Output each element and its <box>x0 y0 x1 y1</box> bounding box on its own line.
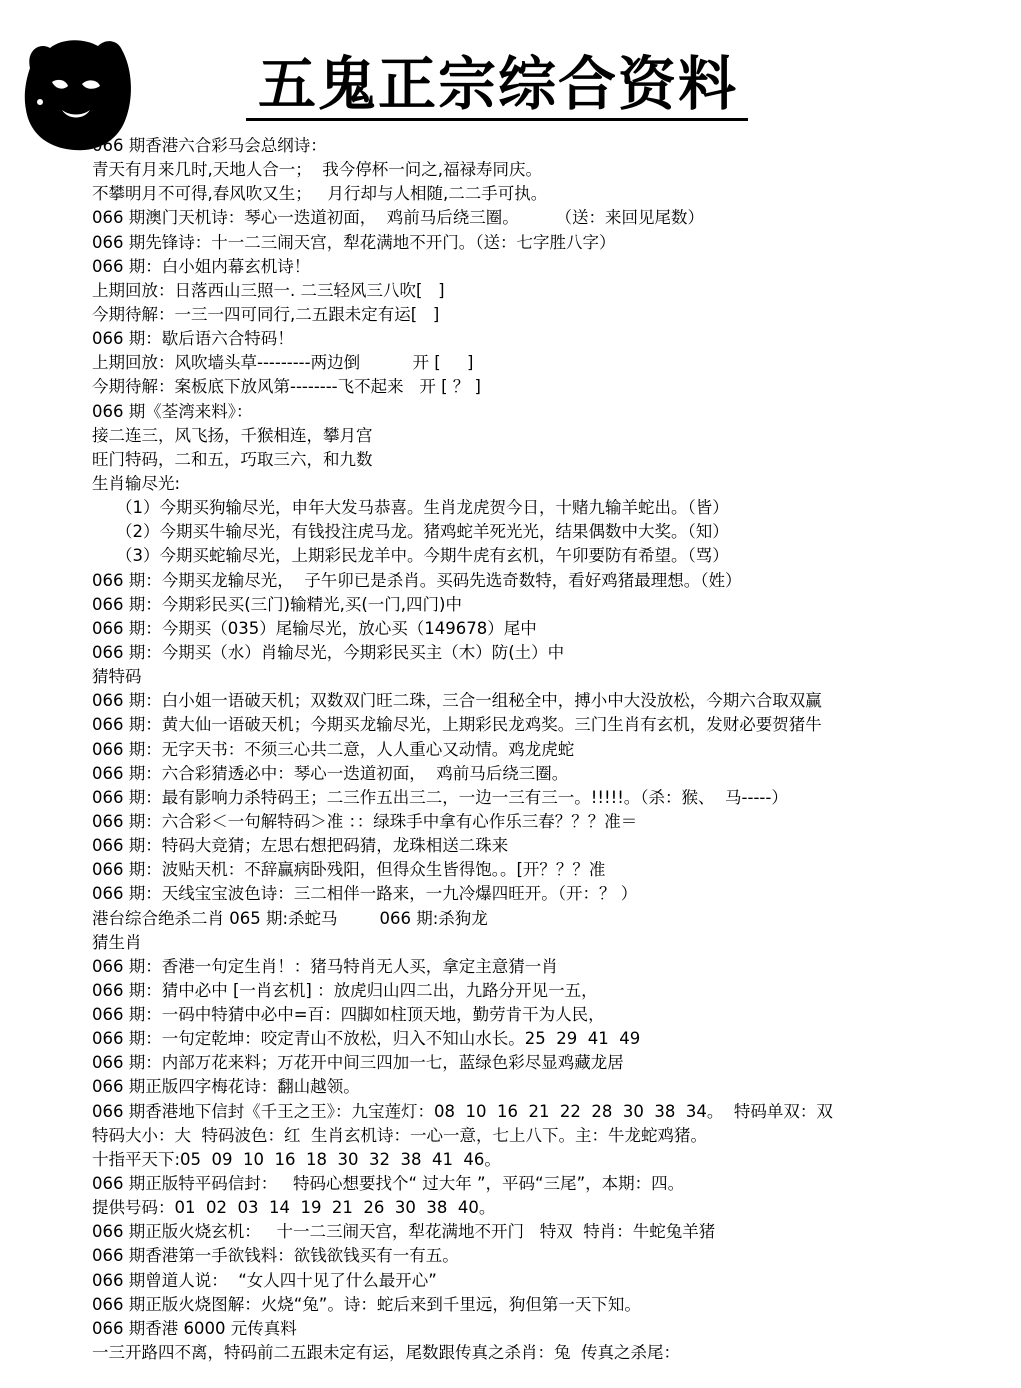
text-line: 猜生肖 <box>92 932 142 952</box>
text-line: 不攀明月不可得,春风吹又生； 月行却与人相随,二二手可执。 <box>92 184 548 204</box>
text-line: 今期待解：一三一四可同行,二五跟未定有运[ ] <box>92 304 440 324</box>
text-line: 066 期：今期买（035）尾输尽光，放心买（149678）尾中 <box>92 618 537 638</box>
text-line: 066 期香港第一手欲钱料：欲钱欲钱买有一有五。 <box>92 1246 459 1266</box>
text-line: 猜特码 <box>92 667 142 687</box>
text-line: 066 期：波贴天机：不辞赢病卧残阳，但得众生皆得饱。。[开？？？准 <box>92 860 606 880</box>
text-line: 十指平天下:05 09 10 16 18 30 32 38 41 46。 <box>92 1149 501 1169</box>
text-line: 066 期正版火烧玄机： 十一二三闹天宫，犁花满地不开门 特双 特肖：牛蛇兔羊猪 <box>92 1222 716 1242</box>
text-line: 066 期香港地下信封《千王之王》：九宝莲灯：08 10 16 21 22 28 30 38 34。 特码单双：双 <box>92 1101 833 1121</box>
text-line: 066 期：无字天书：不须三心共二意，人人重心又动情。鸡龙虎蛇 <box>92 739 575 759</box>
text-line: 接二连三，风飞扬，千猴相连，攀月宫 <box>92 425 373 445</box>
text-line: 066 期《荃湾来料》： <box>92 401 253 421</box>
text-line: 上期回放：风吹墙头草---------两边倒 开 [ ] <box>92 353 474 373</box>
text-line: 066 期：今期彩民买(三门)输精光,买(一门,四门)中 <box>92 594 462 614</box>
title-underline <box>246 118 748 121</box>
text-line: 066 期香港六合彩马会总纲诗： <box>92 136 327 155</box>
text-line: 一三开路四不离，特码前二五跟未定有运，尾数跟传真之杀肖：兔 传真之杀尾： <box>92 1343 680 1363</box>
text-line: 066 期：内部万花来料；万花开中间三四加一七，蓝绿色彩尽显鸡藏龙居 <box>92 1053 624 1073</box>
text-line: 066 期：今期买龙输尽光， 子午卯已是杀肖。买码先选奇数特，看好鸡猪最理想。（姓） <box>92 570 742 590</box>
text-line: 特码大小：大 特码波色：红 生肖玄机诗：一心一意，七上八下。主：牛龙蛇鸡猪。 <box>92 1125 707 1145</box>
text-line: （3）今期买蛇输尽光，上期彩民龙羊中。今期牛虎有玄机，午卯要防有希望。（骂） <box>116 546 729 566</box>
text-line: 066 期正版火烧图解：火烧“兔”。诗：蛇后来到千里远，狗但第一天下知。 <box>92 1294 641 1314</box>
text-line: 066 期：黄大仙一语破天机；今期买龙输尽光，上期彩民龙鸡奖。三门生肖有玄机，发财必要贺猪牛 <box>92 715 822 735</box>
text-line: 066 期：六合彩＜一句解特码＞准 ：：绿珠手中拿有心作乐三春？？？准＝ <box>92 811 638 831</box>
text-line: 066 期香港 6000 元传真料 <box>92 1318 297 1338</box>
text-line: 066 期正版特平码信封： 特码心想要找个“ 过大年 ”，平码“三尾”，本期：四。 <box>92 1174 685 1194</box>
text-line: （1）今期买狗输尽光，申年大发马恭喜。生肖龙虎贺今日，十赌九输羊蛇出。（皆） <box>116 498 729 518</box>
text-line: 066 期先锋诗：十一二三闹天宫，犁花满地不开门。（送：七字胜八字） <box>92 232 616 252</box>
page-title: 五鬼正宗综合资料 <box>257 50 738 118</box>
text-line: 066 期：香港一句定生肖！：猪马特肖无人买，拿定主意猜一肖 <box>92 956 558 976</box>
text-line: 港台综合绝杀二肖 065 期:杀蛇马 066 期:杀狗龙 <box>92 908 488 928</box>
text-line: 上期回放：日落西山三照一. 二三轻风三八吹[ ] <box>92 280 445 300</box>
document-body <box>92 134 1012 1365</box>
text-line: 066 期正版四字梅花诗：翻山越领。 <box>92 1077 360 1097</box>
text-line: 066 期：今期买（水）肖输尽光，今期彩民买主（木）防(土）中 <box>92 642 565 662</box>
text-line: 066 期：一码中特猜中必中=百：四脚如柱顶天地，勤劳肯干为人民， <box>92 1005 605 1025</box>
text-line: 066 期：歇后语六合特码！ <box>92 329 294 349</box>
text-line: 今期待解：案板底下放风第--------飞不起来 开 [ ？ ] <box>92 377 481 397</box>
text-line: 066 期曾道人说： “女人四十见了什么最开心” <box>92 1270 437 1290</box>
text-line: 066 期：猜中必中 [一肖玄机] ：放虎归山四二出，九路分开见一五， <box>92 980 598 1000</box>
text-line: 066 期：白小姐一语破天机；双数双门旺二珠，三合一组秘全中，搏小中大没放松，今期六合取双赢 <box>92 691 822 711</box>
text-line: 旺门特码，二和五，巧取三六，和九数 <box>92 449 373 469</box>
text-line: 066 期：六合彩猜透必中：琴心一迭道初面， 鸡前马后绕三圈。 <box>92 763 569 783</box>
text-line: 生肖输尽光: <box>92 473 181 493</box>
text-line: 066 期：特码大竞猜；左思右想把码猜，龙珠相送二珠来 <box>92 836 509 856</box>
text-line: （2）今期买牛输尽光，有钱投注虎马龙。猪鸡蛇羊死光光，结果偶数中大奖。（知） <box>116 522 729 542</box>
text-line: 066 期：天线宝宝波色诗：三二相伴一路来，一九冷爆四旺开。（开：？ ） <box>92 884 638 904</box>
text-line: 青天有月来几时,天地人合一； 我今停杯一问之,福禄寿同庆。 <box>92 160 542 180</box>
text-line: 066 期：一句定乾坤：咬定青山不放松，归入不知山水长。25 29 41 49 <box>92 1029 641 1049</box>
text-line: 066 期：最有影响力杀特码王；二三作五出三二，一边一三有三一。!!!!!。（杀：猴、 马-----） <box>92 787 788 807</box>
text-line: 066 期：白小姐内幕玄机诗！ <box>92 256 311 276</box>
text-line: 提供号码：01 02 03 14 19 21 26 30 38 40。 <box>92 1198 496 1218</box>
text-line: 066 期澳门天机诗：琴心一迭道初面， 鸡前马后绕三圈。 （送：来回见尾数） <box>92 208 704 228</box>
